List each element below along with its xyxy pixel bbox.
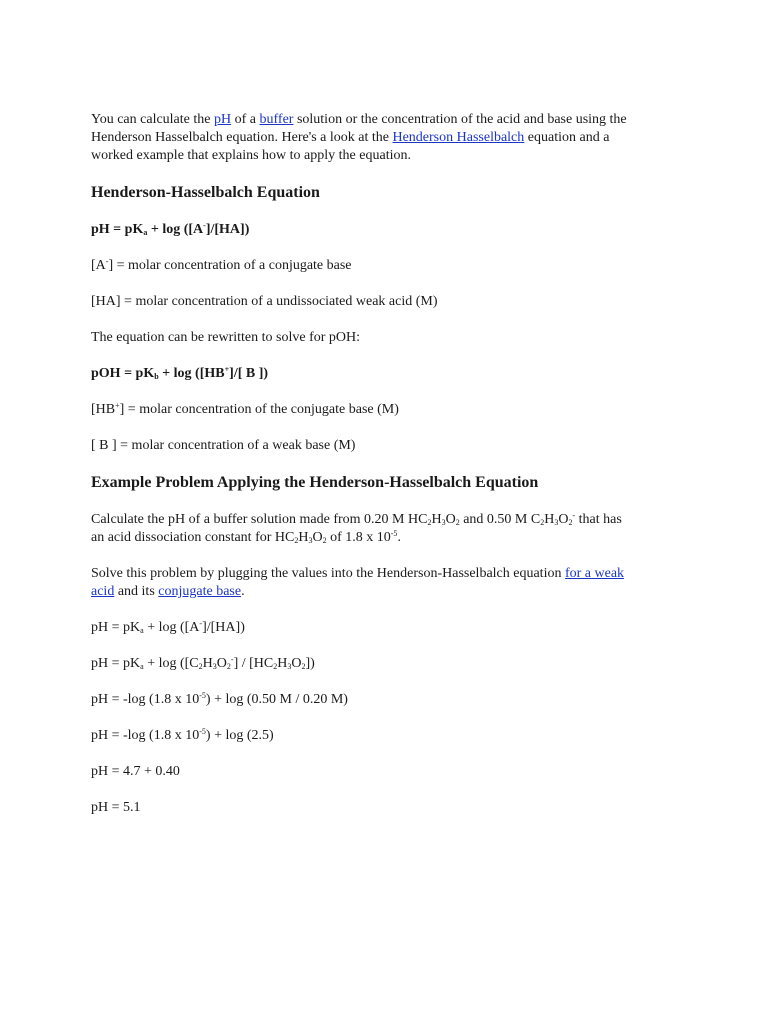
step-text: + log ([A <box>143 620 200 635</box>
intro-text: You can calculate the <box>91 112 214 127</box>
subscript: 2 <box>301 662 306 671</box>
subscript: 2 <box>427 518 432 527</box>
problem-line-2 <box>91 529 691 547</box>
subscript: 2 <box>455 518 460 527</box>
step-text: O <box>291 656 302 671</box>
intro-text: solution or the concentration of the acid and base using the <box>293 112 627 127</box>
henderson-hasselbalch-link[interactable]: Henderson Hasselbalch <box>392 130 525 145</box>
intro-line-1 <box>91 111 691 129</box>
superscript: - <box>203 221 206 230</box>
subscript: 3 <box>441 518 446 527</box>
conjugate-base-link[interactable]: conjugate base <box>158 584 242 599</box>
problem-text: O <box>558 512 569 527</box>
problem-text: that has <box>575 512 622 527</box>
equation-text: ]/[ B ]) <box>229 366 269 381</box>
superscript: -5 <box>390 529 398 538</box>
solve-text: and its <box>114 584 159 599</box>
intro-line-2 <box>91 129 691 147</box>
solution-step-1 <box>91 619 691 637</box>
subscript: b <box>154 372 159 381</box>
intro-text: Henderson Hasselbalch equation. Here's a look at the <box>91 130 393 145</box>
subscript: a <box>140 626 144 635</box>
subscript: 2 <box>198 662 203 671</box>
subscript: a <box>140 662 144 671</box>
step-text: pH = pK <box>91 620 141 635</box>
solve-line-2 <box>91 583 691 601</box>
subscript: 3 <box>212 662 217 671</box>
poh-equation <box>91 365 691 383</box>
problem-text: H <box>298 530 309 545</box>
step-text: H <box>277 656 288 671</box>
equation-text: + log ([A <box>147 222 204 237</box>
equation-text: pOH = pK <box>91 366 155 381</box>
problem-text: Calculate the pH of a buffer solution made from 0.20 M HC <box>91 512 428 527</box>
definition-hb <box>91 401 691 419</box>
step-text: pH = -log (1.8 x 10 <box>91 692 200 707</box>
equation-text: + log ([HB <box>158 366 225 381</box>
definition-text: [HB <box>91 402 116 417</box>
problem-text: . <box>397 530 401 545</box>
rewrite-note: The equation can be rewritten to solve for pOH: <box>91 330 361 345</box>
solve-line-1 <box>91 565 691 583</box>
step-text: ] / [HC <box>233 656 274 671</box>
intro-text: of a <box>231 112 260 127</box>
subscript: 2 <box>568 518 573 527</box>
subscript: 2 <box>226 662 231 671</box>
weak-acid-link[interactable]: acid <box>91 584 115 599</box>
problem-text: O <box>312 530 323 545</box>
problem-text: H <box>431 512 442 527</box>
definition-text: [A <box>91 258 106 273</box>
definition-conjugate-base <box>91 257 691 275</box>
intro-text: equation and a <box>524 130 610 145</box>
solve-text: . <box>241 584 245 599</box>
definition-text: ] = molar concentration of a conjugate base <box>108 258 352 273</box>
step-text: + log ([C <box>143 656 199 671</box>
weak-acid-link[interactable]: for a weak <box>564 566 625 581</box>
superscript: - <box>230 655 234 664</box>
superscript: - <box>572 511 576 520</box>
subscript: 3 <box>308 536 313 545</box>
step-text: H <box>202 656 213 671</box>
ph-equation <box>91 221 691 239</box>
subscript: 3 <box>554 518 559 527</box>
step-text: pH = pK <box>91 656 141 671</box>
step-text: pH = -log (1.8 x 10 <box>91 728 200 743</box>
problem-text: H <box>544 512 555 527</box>
equation-text: ]/[HA]) <box>205 222 250 237</box>
superscript: -5 <box>199 727 206 736</box>
step-text: O <box>216 656 227 671</box>
subscript: 3 <box>287 662 292 671</box>
superscript: + <box>224 365 230 374</box>
subscript: 2 <box>540 518 545 527</box>
problem-text: of 1.8 x 10 <box>326 530 391 545</box>
problem-line-1 <box>91 511 691 529</box>
step-text: ]) <box>305 656 315 671</box>
solution-step-2 <box>91 655 691 673</box>
solve-text: Solve this problem by plugging the values into the Henderson-Hasselbalch equation <box>91 566 565 581</box>
section-heading-example: Example Problem Applying the Henderson-Hasselbalch Equation <box>91 474 539 491</box>
equation-text: pH = pK <box>91 222 144 237</box>
step-text: ]/[HA]) <box>202 620 245 635</box>
problem-text: an acid dissociation constant for HC <box>91 530 295 545</box>
solution-step-4 <box>91 727 691 745</box>
definition-text: ] = molar concentration of the conjugate base (M) <box>119 402 399 417</box>
subscript: 2 <box>294 536 299 545</box>
solution-step-3 <box>91 691 691 709</box>
ph-link[interactable]: pH <box>213 112 232 127</box>
section-heading-equation: Henderson-Hasselbalch Equation <box>91 184 320 201</box>
subscript: 2 <box>322 536 327 545</box>
definition-weak-base: [ B ] = molar concentration of a weak base (M) <box>91 438 356 453</box>
step-text: ) + log (2.5) <box>205 728 274 743</box>
superscript: -5 <box>199 691 206 700</box>
step-text: ) + log (0.50 M / 0.20 M) <box>205 692 348 707</box>
intro-text: worked example that explains how to apply the equation. <box>91 148 411 163</box>
solution-step-6: pH = 5.1 <box>91 800 141 815</box>
subscript: 2 <box>273 662 278 671</box>
superscript: + <box>115 401 120 410</box>
solution-step-5: pH = 4.7 + 0.40 <box>91 764 180 779</box>
superscript: - <box>105 257 109 266</box>
problem-text: and 0.50 M C <box>459 512 541 527</box>
subscript: a <box>143 228 148 237</box>
problem-text: O <box>445 512 456 527</box>
buffer-link[interactable]: buffer <box>259 112 294 127</box>
intro-line-3 <box>91 147 691 165</box>
definition-weak-acid: [HA] = molar concentration of a undissociated weak acid (M) <box>91 294 438 309</box>
superscript: - <box>199 619 203 628</box>
